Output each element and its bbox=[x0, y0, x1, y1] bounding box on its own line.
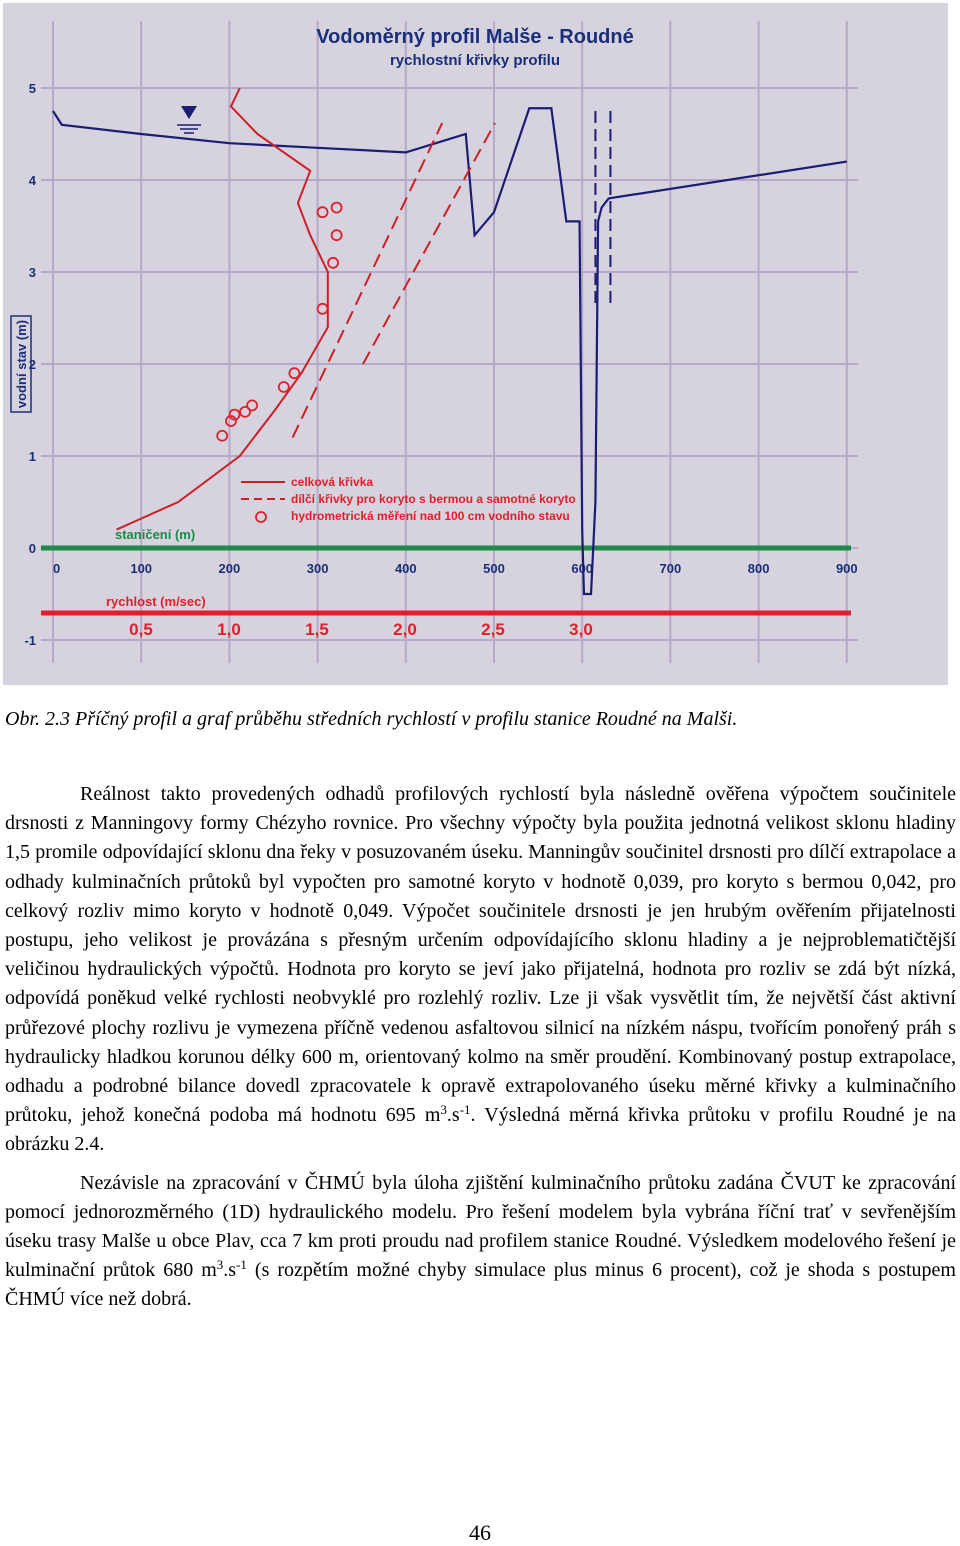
velocity-profile-chart bbox=[3, 3, 948, 685]
x-tick-label: 600 bbox=[571, 561, 594, 576]
y-tick-label: 3 bbox=[28, 265, 36, 280]
x-tick-label: 0 bbox=[53, 561, 61, 576]
legend-label: hydrometrická měření nad 100 cm vodního stavu bbox=[291, 509, 570, 523]
stationing-label: staničení (m) bbox=[115, 527, 196, 542]
velocity-tick-label: 2,0 bbox=[393, 620, 417, 639]
velocity-label: rychlost (m/sec) bbox=[106, 594, 206, 609]
paragraph-1-unit: .s bbox=[446, 1104, 460, 1127]
paragraph-2-text-a: Nezávisle na zpracování v ČHMÚ byla úloha zjištění kulminačního průtoku zadána ČVUT ke zpracování pomocí jednorozměrného (1D) hydraulického modelu. Pro řešení modelem byla vybrána říční trať v sevřenějším úseku trasy Malše u obce Plav, cca 7 km proti proudu nad profilem stanice Roudné. Výsledkem modelového řešení je kulminační průtok 680 m bbox=[5, 1171, 956, 1282]
chart-background bbox=[3, 3, 948, 685]
paragraph-2-text-b: (s rozpětím možné chyby simulace plus minus 6 procent), což je shoda s postupem ČHMÚ více než dobrá. bbox=[5, 1259, 956, 1311]
velocity-tick-label: 2,5 bbox=[481, 620, 505, 639]
x-tick-label: 700 bbox=[659, 561, 682, 576]
paragraph-1-sup-1: 3 bbox=[440, 1102, 447, 1118]
x-tick-label: 100 bbox=[130, 561, 153, 576]
paragraph-2-unit: .s bbox=[223, 1259, 237, 1282]
legend-label: dílčí křivky pro koryto s bermou a samotné koryto bbox=[291, 492, 576, 506]
y-tick-label: 0 bbox=[28, 541, 36, 556]
y-axis-label: vodní stav (m) bbox=[14, 319, 29, 409]
paragraph-1-text-a: Reálnost takto provedených odhadů profilových rychlostí byla následně ověřena výpočtem součinitele drsnosti z Manningovy formy Chézyho rovnice. Pro všechny výpočty byla použita jednotná velikost sklonu hladiny 1,5 promile odpovídající sklonu dna řeky v posuzovaném úseku. Manningův součinitel drsnosti pro dílčí extrapolace a odhady kulminačních průtoků byl vypočten pro samotné koryto v hodnotě 0,039, pro koryto s bermou 0,042, pro celkový rozliv mimo koryto v hodnotě 0,049. Výpočet součinitele drsnosti je jen hrubým ověřením přijatelnosti postupu, jeho velikost je provázána s přesným určením odpovídajícího sklonu hladiny a je nejproblematičtější veličinou hydraulických výpočtů. Hodnota pro koryto se jeví jako přijatelná, hodnota pro rozliv se zdá být nízká, odpovídá poněkud velké rychlosti neobvyklé pro rozlehlý rozliv. Lze ji však vysvětlit tím, že největší část aktivní průřezové plochy rozlivu je vymezena příčně vedenou asfaltovou silnicí na nízkém náspu, tvořícím ponořený práh s hydraulicky hladkou korunou délky 600 m, orientovaný kolmo na směr proudění. Kombinovaný postup extrapolace, odhadu a podrobné bilance dovedl zpracovatele k opravě extrapolovaného úseku měrné křivky a kulminačního průtoku, jehož konečná podoba má hodnotu 695 m bbox=[5, 783, 956, 1127]
figure-caption: Obr. 2.3 Příčný profil a graf průběhu středních rychlostí v profilu stanice Roudné na Malši. bbox=[5, 708, 738, 730]
velocity-tick-label: 3,0 bbox=[569, 620, 593, 639]
y-tick-label: 1 bbox=[28, 449, 36, 464]
chart-subtitle: rychlostní křivky profilu bbox=[389, 52, 561, 69]
paragraph-2 bbox=[5, 1169, 956, 1315]
x-tick-label: 500 bbox=[483, 561, 505, 576]
paragraph-1-text-b: . Výsledná měrná křivka průtoku v profilu Roudné je na obrázku 2.4. bbox=[5, 1104, 956, 1156]
x-tick-label: 300 bbox=[306, 561, 329, 576]
legend-label: celková křivka bbox=[291, 475, 374, 489]
velocity-tick-label: 1,5 bbox=[305, 620, 329, 639]
velocity-tick-label: 1,0 bbox=[217, 620, 241, 639]
chart-title: Vodoměrný profil Malše - Roudné bbox=[316, 26, 634, 48]
paragraph-1-sup-2: -1 bbox=[459, 1102, 471, 1118]
x-tick-label: 400 bbox=[394, 561, 417, 576]
y-tick-label: -1 bbox=[24, 633, 36, 648]
paragraph-1 bbox=[5, 780, 956, 1160]
paragraph-2-sup-1: 3 bbox=[216, 1257, 224, 1273]
y-tick-label: 5 bbox=[28, 81, 36, 96]
x-tick-label: 200 bbox=[218, 561, 241, 576]
body-text bbox=[5, 780, 956, 1315]
x-tick-label: 900 bbox=[835, 561, 858, 576]
velocity-tick-label: 0,5 bbox=[129, 620, 153, 639]
page-number: 46 bbox=[469, 1520, 491, 1545]
x-tick-label: 800 bbox=[747, 561, 770, 576]
y-tick-label: 4 bbox=[28, 173, 36, 188]
paragraph-2-sup-2: -1 bbox=[236, 1257, 247, 1273]
y-tick-label: 2 bbox=[28, 357, 36, 372]
chart-svg bbox=[3, 3, 948, 685]
